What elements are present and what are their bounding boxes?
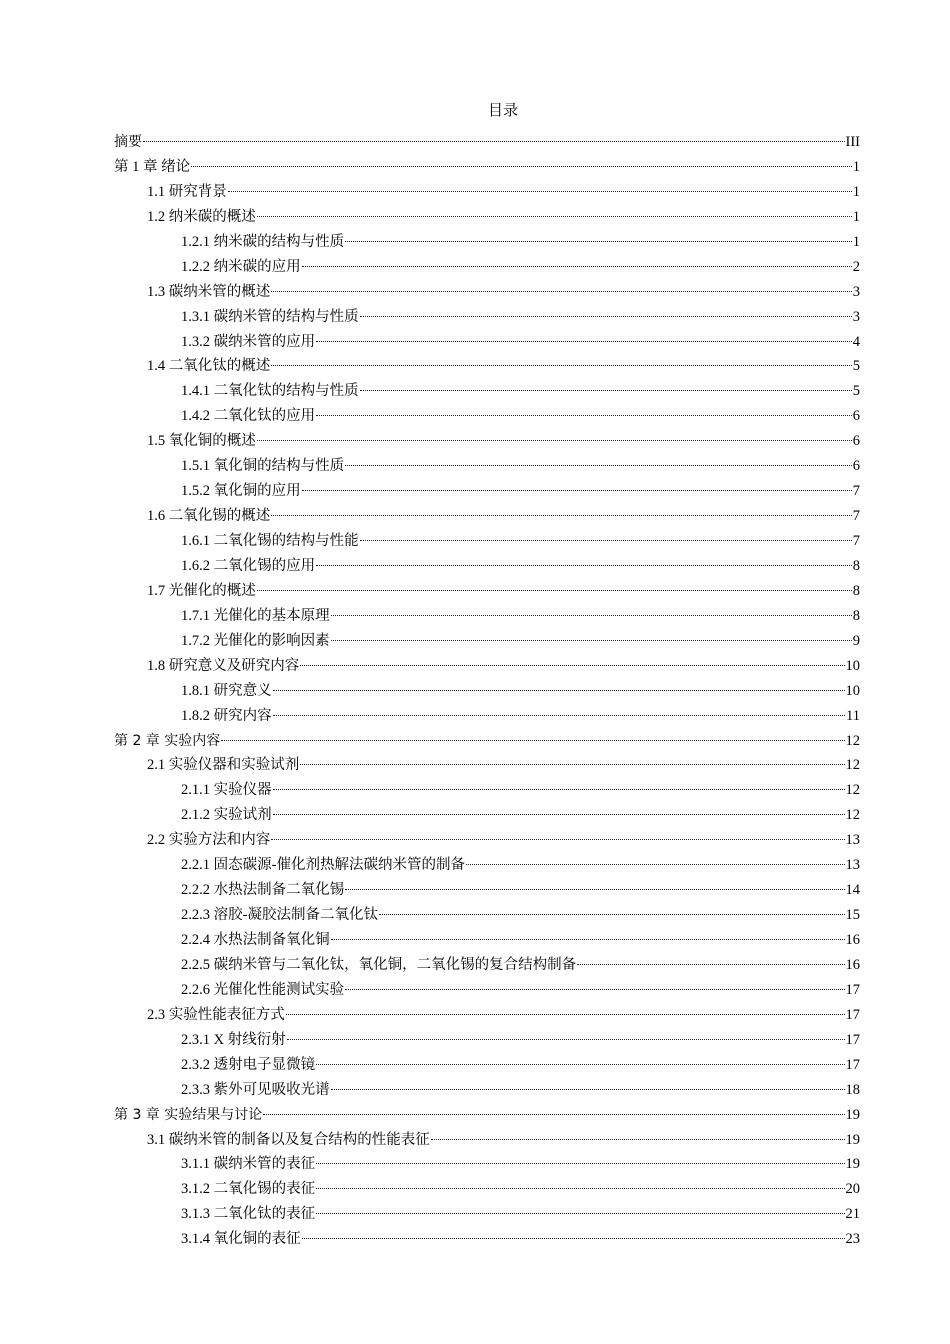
toc-entry-label: 2.3 实验性能表征方式 — [147, 1006, 285, 1023]
toc-dot-leader — [221, 739, 844, 741]
toc-entry-label: 第 2 章 实验内容 — [114, 732, 221, 749]
toc-entry-label: 2.2.4 水热法制备氧化铜 — [181, 932, 330, 948]
toc-page-number: 19 — [845, 1106, 860, 1123]
toc-dot-leader — [316, 414, 852, 416]
toc-page-number: 9 — [852, 632, 860, 649]
toc-entry-label: 1.6 二氧化锡的概述 — [147, 508, 271, 525]
toc-page-number: 1 — [852, 233, 860, 250]
toc-entry[interactable] — [114, 1128, 860, 1153]
toc-entry[interactable] — [114, 1103, 860, 1128]
toc-dot-leader — [300, 763, 844, 765]
toc-entry[interactable] — [114, 354, 860, 379]
toc-entry-label: 第 3 章 实验结果与讨论 — [114, 1106, 263, 1123]
toc-page-number: 12 — [845, 782, 860, 799]
toc-entry-label: 3.1.1 碳纳米管的表征 — [181, 1156, 316, 1173]
toc-entry[interactable] — [114, 180, 860, 205]
toc-dot-leader — [257, 215, 852, 217]
toc-entry-label: 1.7.2 光催化的影响因素 — [181, 632, 330, 649]
toc-page-number: 16 — [845, 932, 860, 948]
toc-entry[interactable] — [114, 978, 860, 1003]
toc-page-number: 15 — [845, 907, 860, 924]
toc-entry-label: 摘要 — [114, 134, 142, 150]
toc-page-number: 17 — [845, 1006, 860, 1023]
toc-entry-label: 1.4.1 二氧化钛的结构与性质 — [181, 383, 359, 400]
toc-entry[interactable] — [114, 379, 860, 404]
toc-entry-label: 1.3 碳纳米管的概述 — [147, 283, 271, 300]
toc-page-number: 17 — [845, 1031, 860, 1048]
toc-dot-leader — [379, 913, 845, 915]
toc-entry[interactable] — [114, 1177, 860, 1202]
toc-dot-leader — [273, 788, 845, 790]
toc-entry-label: 1.5 氧化铜的概述 — [147, 433, 256, 450]
toc-entry[interactable] — [114, 604, 860, 629]
toc-entry[interactable] — [114, 130, 860, 155]
toc-entry-label: 2.2.3 溶胶-凝胶法制备二氧化钛 — [181, 907, 378, 924]
toc-page-number: 10 — [845, 682, 860, 699]
toc-dot-leader — [143, 140, 845, 142]
toc-entry[interactable] — [114, 654, 860, 679]
toc-entry-label: 2.3.3 紫外可见吸收光谱 — [181, 1081, 330, 1098]
toc-entry[interactable] — [114, 280, 860, 305]
toc-dot-leader — [360, 389, 852, 391]
toc-dot-leader — [466, 863, 845, 865]
toc-entry[interactable] — [114, 554, 860, 579]
toc-entry[interactable] — [114, 230, 860, 255]
toc-page-number: 20 — [845, 1181, 860, 1198]
toc-page-number: 12 — [845, 757, 860, 774]
toc-page-number: 16 — [845, 956, 860, 973]
toc-page-number: 3 — [852, 283, 860, 300]
toc-page-number: 6 — [852, 458, 860, 475]
toc-dot-leader — [360, 315, 852, 317]
toc-dot-leader — [271, 364, 852, 366]
toc-page-number: 1 — [852, 208, 860, 225]
toc-dot-leader — [302, 489, 852, 491]
toc-page-number: 11 — [846, 707, 860, 724]
toc-entry-label: 2.2.2 水热法制备二氧化锡 — [181, 882, 345, 899]
toc-page-number: 13 — [845, 832, 860, 849]
toc-entry[interactable] — [114, 330, 860, 355]
toc-entry[interactable] — [114, 504, 860, 529]
toc-entry[interactable] — [114, 903, 860, 928]
toc-entry[interactable] — [114, 679, 860, 704]
toc-entry-label: 1.3.1 碳纳米管的结构与性质 — [181, 308, 359, 325]
toc-page-number: 7 — [852, 533, 860, 549]
toc-entry[interactable] — [114, 828, 860, 853]
toc-dot-leader — [316, 1063, 844, 1065]
toc-entry-label: 3.1.2 二氧化锡的表征 — [181, 1181, 316, 1198]
toc-page-number: 21 — [845, 1206, 860, 1223]
toc-entry[interactable] — [114, 853, 860, 878]
toc-entry[interactable] — [114, 205, 860, 230]
toc-page-number: 12 — [845, 732, 860, 749]
toc-entry[interactable] — [114, 629, 860, 654]
toc-entry[interactable] — [114, 878, 860, 903]
toc-entry[interactable] — [114, 1078, 860, 1103]
toc-page-number: 17 — [845, 981, 860, 998]
toc-entry-label: 1.8.2 研究内容 — [181, 707, 272, 724]
toc-entry[interactable] — [114, 404, 860, 429]
toc-dot-leader — [316, 340, 852, 342]
toc-page-number: 8 — [852, 607, 860, 624]
toc-title: 目录 — [487, 101, 518, 119]
toc-dot-leader — [228, 190, 852, 192]
toc-dot-leader — [577, 963, 844, 965]
toc-entry-label: 第 1 章 绪论 — [114, 158, 191, 175]
toc-dot-leader — [316, 1162, 844, 1164]
table-of-contents — [114, 130, 860, 1252]
toc-dot-leader — [263, 1113, 844, 1115]
toc-entry-label: 2.2.5 碳纳米管与二氧化钛，氧化铜，二氧化锡的复合结构制备 — [181, 956, 577, 973]
toc-entry-label: 1.5.2 氧化铜的应用 — [181, 483, 301, 500]
toc-dot-leader — [331, 1088, 845, 1090]
toc-dot-leader — [271, 514, 852, 516]
toc-entry[interactable] — [114, 1227, 860, 1252]
toc-entry-label: 2.2.6 光催化性能测试实验 — [181, 981, 345, 998]
toc-dot-leader — [360, 539, 852, 541]
toc-dot-leader — [257, 439, 852, 441]
toc-page-number: 13 — [845, 857, 860, 874]
toc-dot-leader — [331, 938, 845, 940]
toc-page-number: 7 — [852, 508, 860, 525]
toc-page-number: 19 — [845, 1131, 860, 1148]
toc-page-number: 12 — [845, 807, 860, 824]
toc-entry[interactable] — [114, 1053, 860, 1078]
toc-page-number: 4 — [852, 333, 860, 350]
toc-entry-label: 1.6.1 二氧化锡的结构与性能 — [181, 533, 359, 549]
toc-entry-label: 1.2.2 纳米碳的应用 — [181, 258, 301, 275]
toc-dot-leader — [287, 1038, 845, 1040]
toc-entry[interactable] — [114, 729, 860, 754]
toc-page-number: 6 — [852, 433, 860, 450]
toc-page-number: 17 — [845, 1056, 860, 1073]
toc-entry-label: 2.3.2 透射电子显微镜 — [181, 1056, 316, 1073]
toc-entry[interactable] — [114, 429, 860, 454]
toc-entry[interactable] — [114, 803, 860, 828]
toc-dot-leader — [271, 290, 852, 292]
toc-page-number: III — [845, 134, 860, 150]
toc-page-number: 18 — [845, 1081, 860, 1098]
toc-entry-label: 3.1.4 氧化铜的表征 — [181, 1231, 301, 1248]
toc-entry-label: 2.2.1 固态碳源-催化剂热解法碳纳米管的制备 — [181, 857, 465, 874]
toc-page-number: 7 — [852, 483, 860, 500]
toc-entry-label: 3.1.3 二氧化钛的表征 — [181, 1206, 316, 1223]
toc-dot-leader — [345, 464, 852, 466]
toc-page-number: 2 — [852, 258, 860, 275]
toc-dot-leader — [316, 1212, 844, 1214]
toc-page-number: 5 — [852, 358, 860, 375]
toc-dot-leader — [345, 988, 844, 990]
toc-dot-leader — [331, 614, 852, 616]
toc-entry[interactable] — [114, 1003, 860, 1028]
toc-page-number: 1 — [852, 158, 860, 175]
toc-entry-label: 2.1.2 实验试剂 — [181, 807, 272, 824]
toc-dot-leader — [316, 564, 852, 566]
toc-dot-leader — [271, 838, 844, 840]
toc-entry-label: 2.3.1 X 射线衍射 — [181, 1031, 286, 1048]
toc-entry-label: 1.8.1 研究意义 — [181, 682, 272, 699]
toc-entry-label: 1.3.2 碳纳米管的应用 — [181, 333, 316, 350]
toc-dot-leader — [345, 240, 852, 242]
toc-page-number: 14 — [845, 882, 860, 899]
toc-entry[interactable] — [114, 255, 860, 280]
toc-entry-label: 1.7.1 光催化的基本原理 — [181, 607, 330, 624]
toc-dot-leader — [316, 1187, 844, 1189]
toc-dot-leader — [257, 589, 852, 591]
toc-page-number: 19 — [845, 1156, 860, 1173]
toc-entry[interactable] — [114, 928, 860, 953]
toc-entry-label: 2.1 实验仪器和实验试剂 — [147, 757, 300, 774]
toc-entry-label: 1.4.2 二氧化钛的应用 — [181, 408, 316, 425]
toc-page-number: 23 — [845, 1231, 860, 1248]
toc-dot-leader — [273, 714, 845, 716]
toc-entry[interactable] — [114, 454, 860, 479]
toc-entry-label: 1.8 研究意义及研究内容 — [147, 657, 300, 674]
toc-dot-leader — [273, 689, 845, 691]
toc-entry[interactable] — [114, 953, 860, 978]
toc-dot-leader — [302, 1237, 845, 1239]
toc-page-number: 6 — [852, 408, 860, 425]
toc-page-number: 10 — [845, 657, 860, 674]
toc-dot-leader — [302, 265, 852, 267]
toc-dot-leader — [331, 639, 852, 641]
toc-entry-label: 1.5.1 氧化铜的结构与性质 — [181, 458, 345, 475]
toc-page-number: 8 — [852, 582, 860, 599]
toc-entry-label: 1.2.1 纳米碳的结构与性质 — [181, 233, 345, 250]
toc-entry[interactable] — [114, 778, 860, 803]
toc-entry[interactable] — [114, 305, 860, 330]
toc-entry-label: 3.1 碳纳米管的制备以及复合结构的性能表征 — [147, 1131, 430, 1148]
toc-dot-leader — [286, 1013, 845, 1015]
toc-entry-label: 2.2 实验方法和内容 — [147, 832, 271, 849]
toc-dot-leader — [300, 664, 844, 666]
toc-entry[interactable] — [114, 579, 860, 604]
toc-entry[interactable] — [114, 1202, 860, 1227]
toc-entry[interactable] — [114, 753, 860, 778]
toc-dot-leader — [191, 165, 852, 167]
toc-entry[interactable] — [114, 704, 860, 729]
toc-entry-label: 1.6.2 二氧化锡的应用 — [181, 557, 316, 574]
toc-entry[interactable] — [114, 155, 860, 180]
toc-dot-leader — [431, 1138, 845, 1140]
toc-entry[interactable] — [114, 1152, 860, 1177]
toc-page-number: 5 — [852, 383, 860, 400]
toc-entry-label: 1.7 光催化的概述 — [147, 582, 256, 599]
toc-page-number: 8 — [852, 557, 860, 574]
toc-entry[interactable] — [114, 1028, 860, 1053]
toc-dot-leader — [345, 888, 844, 890]
toc-dot-leader — [273, 813, 845, 815]
toc-page-number: 1 — [852, 183, 860, 200]
toc-entry-label: 1.1 研究背景 — [147, 183, 227, 200]
toc-entry[interactable] — [114, 479, 860, 504]
toc-page-number: 3 — [852, 308, 860, 325]
toc-entry[interactable] — [114, 529, 860, 554]
toc-entry-label: 1.2 纳米碳的概述 — [147, 208, 256, 225]
toc-entry-label: 1.4 二氧化钛的概述 — [147, 358, 271, 375]
toc-entry-label: 2.1.1 实验仪器 — [181, 782, 272, 799]
